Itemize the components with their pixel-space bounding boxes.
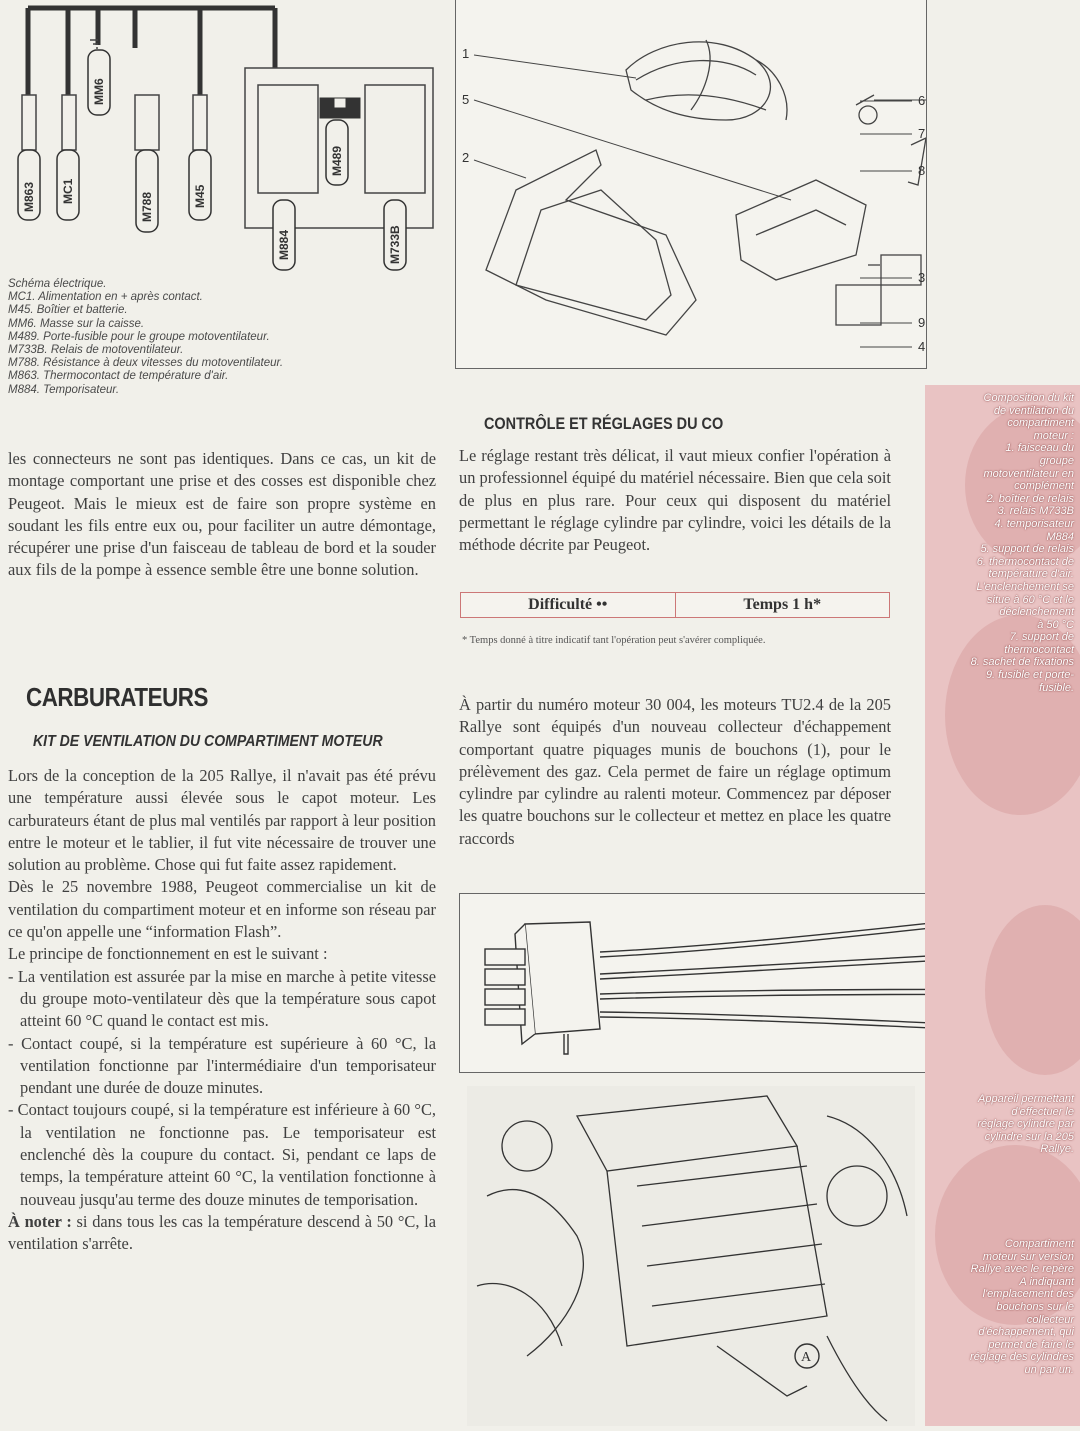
kit-components-illustration: [456, 0, 926, 368]
caption-line: Composition du kit: [983, 392, 1074, 404]
caption-line: moteur :: [1033, 429, 1074, 442]
caption-line: de ventilation du: [993, 404, 1074, 417]
section-subtitle: KIT DE VENTILATION DU COMPARTIMENT MOTEUR: [33, 733, 383, 750]
kit-callout: 7: [918, 126, 926, 141]
intro-paragraph: les connecteurs ne sont pas identiques. Dans ce cas, un kit de montage comportant une prise et des cosses est disponible chez Peugeot. Mais le mieux est de faire son propre système en soudant les fils entre eux ou, pour faciliter un autre démontage, récupérer une prise d'un faisceau de tableau de bord et la souder aux fils de la pompe à essence semble être une bonne solution.: [8, 449, 436, 580]
caption-line: d'échappement, qui: [978, 1326, 1074, 1339]
difficulty-cell: Difficulté ••: [528, 596, 608, 613]
schematic-label: M489: [330, 145, 344, 176]
engine-compartment-figure: [467, 1086, 915, 1426]
kit-callout: 3: [918, 270, 926, 285]
caption-line: Schéma électrique.: [8, 278, 107, 290]
caption-line: M863. Thermocontact de température d'air.: [8, 370, 229, 383]
co-intro-paragraph: Le réglage restant très délicat, il vaut mieux confier l'opération à un professionnel équipé du matériel nécessaire. Bien que cela soit de plus en plus rare. Pour ceux qui disposent du matériel permettant le réglage cylindre par cylindre, voici les détails de la méthode décrite par Peugeot.: [459, 446, 891, 555]
schematic-label: M788: [140, 191, 154, 222]
schematic-label: M733B: [388, 225, 402, 264]
caption-line: MC1. Alimentation en + après contact.: [8, 291, 203, 304]
note-text: si dans tous les cas la température descend à 50 °C, la ventilation s'arrête.: [8, 1211, 436, 1254]
caption-line: motoventilateur en: [983, 467, 1074, 480]
co-method-column: [459, 694, 891, 850]
kit-callout: 9: [918, 315, 926, 330]
kit-components-figure: [455, 0, 927, 369]
list-item: - La ventilation est assurée par la mise en marche à petite vitesse du groupe moto-ventilateur dès que la température sous capot atteint 60 °C quand le contact est mis.: [8, 966, 436, 1031]
caption-line: déclenchement: [999, 606, 1074, 619]
caption-line: à 50 °C: [1037, 618, 1074, 631]
time-cell: Temps 1 h*: [675, 593, 890, 617]
schematic-label: M863: [22, 181, 36, 212]
intro-paragraph-column: [8, 448, 436, 582]
engine-caption: [934, 1238, 1074, 1377]
time-footnote: * Temps donné à titre indicatif tant l'opération peut s'avérer compliquée.: [462, 635, 766, 646]
device-caption: [934, 1093, 1074, 1156]
caption-line: complément: [1014, 480, 1074, 493]
caption-line: 8. sachet de fixations: [970, 656, 1074, 669]
schematic-label: MM6: [92, 78, 106, 105]
kit-callout: 8: [918, 163, 926, 178]
caption-line: M884. Temporisateur.: [8, 383, 120, 396]
co-method-paragraph: À partir du numéro moteur 30 004, les moteurs TU2.4 de la 205 Rallye sont équipés d'un nouveau collecteur d'échappement comportant quatre piquages munis de bouchons (1), pour le prélèvement des gaz. Cela permet de faire un réglage optimum cylindre par cylindre au ralenti moteur. Commencez par déposer les quatre bouchons sur le collecteur et mettez en place les quatre raccords: [459, 695, 891, 848]
caption-line: 3. relais M733B: [997, 505, 1074, 518]
engine-illustration: [467, 1086, 915, 1426]
co-section-title: CONTRÔLE ET RÉGLAGES DU CO: [484, 414, 724, 433]
caption-line: thermocontact: [1004, 643, 1074, 656]
body-paragraph: Lors de la conception de la 205 Rallye, il n'avait pas été prévu une température aussi élevée sous le capot moteur. Les carburateurs étant de plus mal ventilés par rapport à leur position entre le moteur et le tablier, il fut vite nécessaire de trouver une solution au problème. Chose qui fut faite assez rapidement.: [8, 766, 436, 875]
caption-line: 4. temporisateur: [994, 517, 1074, 530]
caption-line: A indiquant: [1019, 1275, 1074, 1288]
caption-line: température d'air.: [988, 568, 1074, 581]
caption-line: 1. faisceau du: [1005, 442, 1074, 455]
caption-line: L'enclenchement se: [976, 580, 1074, 593]
schematic-label: MC1: [61, 178, 75, 204]
co-intro-column: [459, 445, 891, 556]
caption-line: réglage des cylindres: [970, 1351, 1074, 1364]
caption-line: cylindre sur la 205: [984, 1130, 1074, 1143]
note-label: À noter :: [8, 1211, 72, 1231]
caption-line: M489. Porte-fusible pour le groupe motoventilateur.: [8, 330, 270, 343]
note-paragraph: [8, 1211, 436, 1256]
caption-line: M45. Boîtier et batterie.: [8, 304, 128, 317]
ventilation-text-column: [8, 765, 436, 1256]
schematic-caption: [8, 278, 438, 397]
list-item: - Contact coupé, si la température est supérieure à 60 °C, la ventilation fonctionne par l'intermédiaire d'un temporisateur pendant une durée de douze minutes.: [8, 1033, 436, 1098]
caption-line: Rallye avec le repère: [970, 1263, 1074, 1276]
caption-line: Rallye.: [1040, 1143, 1074, 1156]
caption-line: compartiment: [1007, 417, 1074, 430]
caption-line: 6. thermocontact de: [976, 555, 1074, 568]
body-paragraph: Dès le 25 novembre 1988, Peugeot commercialise un kit de ventilation du compartiment moteur et en informe son réseau par ce qu'on appelle une “information Flash”.: [8, 877, 436, 942]
caption-line: un par un.: [1024, 1363, 1074, 1376]
caption-line: 9. fusible et porte-: [985, 669, 1074, 682]
caption-line: M733B. Relais de motoventilateur.: [8, 344, 184, 357]
engine-marker-a: A: [801, 1350, 812, 1365]
caption-line: fusible.: [1039, 681, 1074, 694]
kit-composition-caption: [934, 392, 1074, 694]
caption-line: moteur sur version: [982, 1250, 1074, 1263]
kit-callout: 1: [462, 46, 470, 61]
caption-line: groupe: [1039, 454, 1074, 467]
caption-line: M884: [1046, 530, 1074, 543]
kit-callout: 4: [918, 339, 926, 354]
wiring-schematic: [0, 0, 440, 275]
section-title: CARBURATEURS: [26, 682, 208, 712]
caption-line: Appareil permettant: [978, 1093, 1074, 1105]
caption-line: 5. support de relais: [980, 543, 1074, 556]
difficulty-table: [460, 592, 890, 618]
caption-line: l'emplacement des: [982, 1288, 1074, 1301]
caption-line: MM6. Masse sur la caisse.: [8, 317, 145, 330]
caption-line: 2. boîtier de relais: [986, 492, 1074, 505]
kit-callout: 5: [462, 92, 470, 107]
kit-callout: 2: [462, 150, 470, 165]
kit-callouts-right: [860, 85, 935, 365]
caption-line: permet de faire le: [988, 1338, 1074, 1351]
caption-line: collecteur: [1026, 1313, 1074, 1326]
caption-line: 7. support de: [1009, 631, 1074, 644]
caption-line: bouchons sur le: [996, 1300, 1074, 1313]
list-item: - Contact toujours coupé, si la température est inférieure à 60 °C, la ventilation ne fonctionne pas. Le temporisateur est enclenché dès la coupure du contact. Si, pendant ce laps de temps, la température atteint 60 °C, la ventilation fonctionne à nouveau jusqu'au terme des douze minutes de temporisation.: [8, 1100, 436, 1209]
schematic-label: M45: [193, 184, 207, 208]
caption-line: M788. Résistance à deux vitesses du motoventilateur.: [8, 357, 284, 370]
caption-line: Compartiment: [1004, 1238, 1074, 1250]
caption-line: réglage cylindre par: [977, 1118, 1074, 1131]
kit-callout: 6: [918, 93, 926, 108]
caption-line: situe à 60 °C et le: [987, 593, 1074, 606]
schematic-label: M884: [277, 229, 291, 260]
caption-line: d'effectuer le: [1011, 1105, 1074, 1118]
body-paragraph: Le principe de fonctionnement en est le suivant :: [8, 944, 328, 964]
